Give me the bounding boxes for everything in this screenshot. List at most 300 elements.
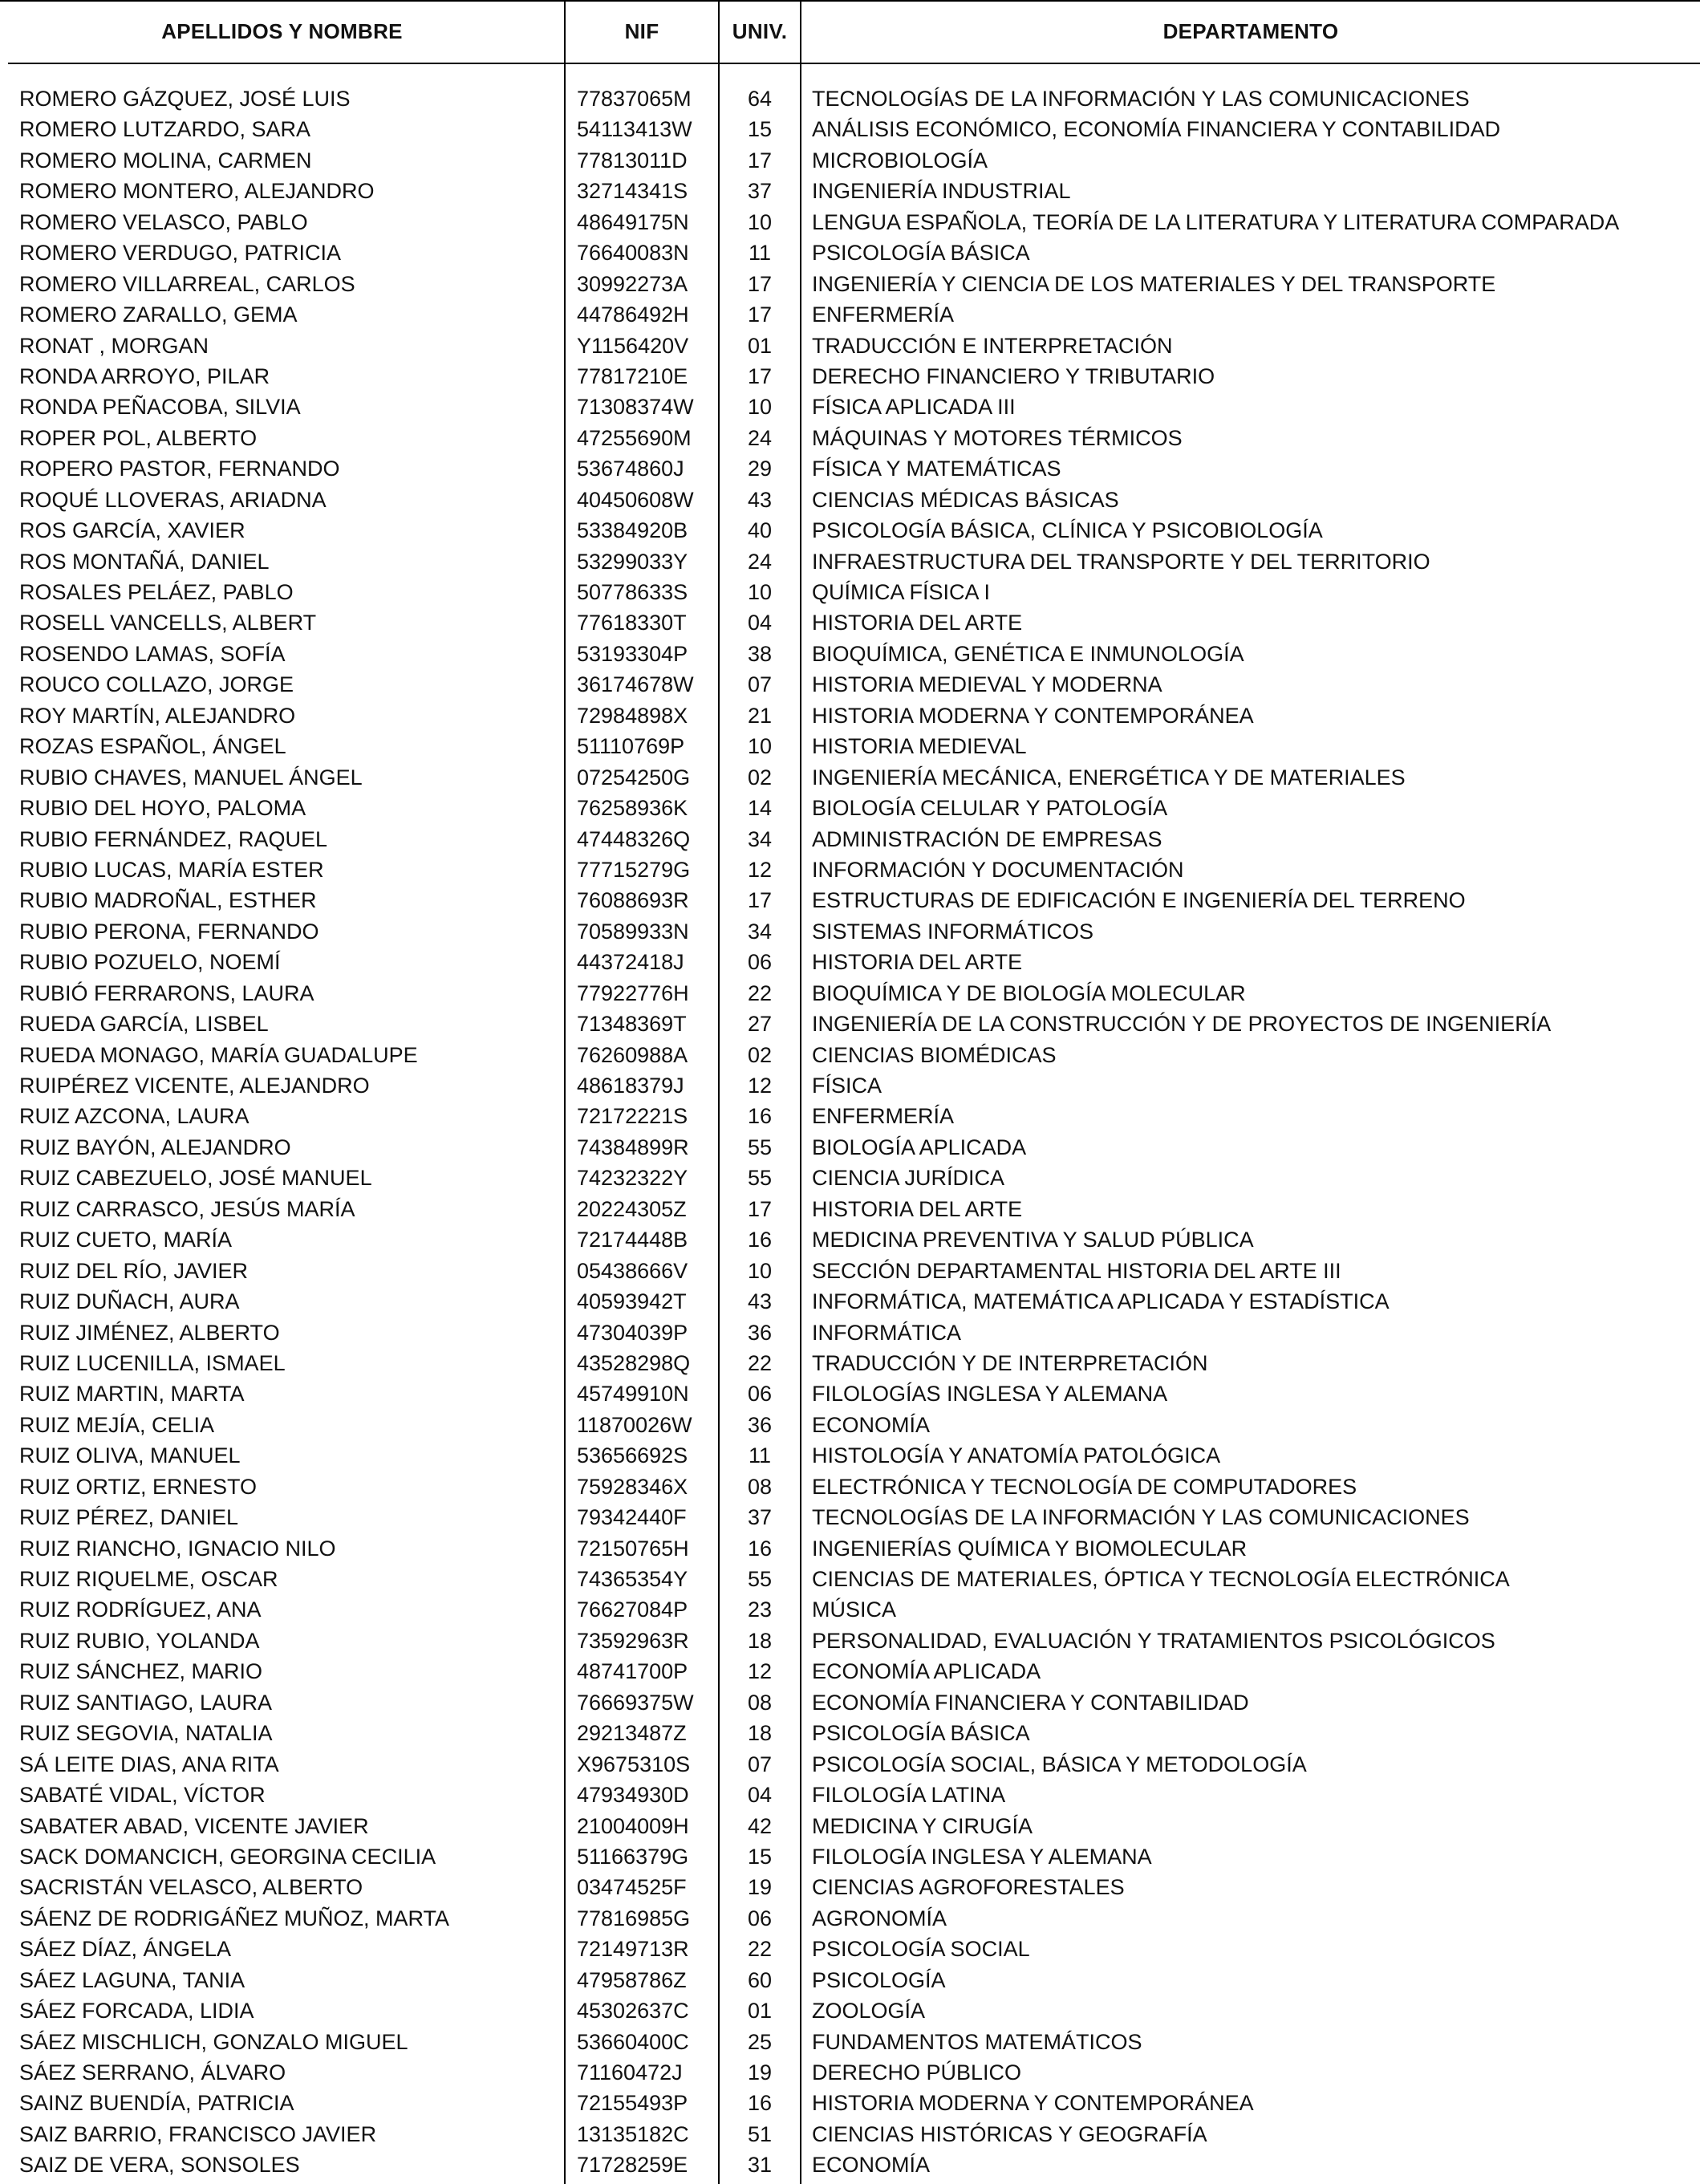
- table-row: [0, 485, 1700, 515]
- name-cell: RUIZ DEL RÍO, JAVIER: [19, 1258, 249, 1283]
- name-cell: RUBIÓ FERRARONS, LAURA: [19, 980, 314, 1005]
- univ-cell: 10: [747, 395, 773, 420]
- nif-cell: 77922776H: [577, 980, 689, 1005]
- nif-cell: 47958786Z: [577, 1967, 687, 1992]
- table-row: [0, 2057, 1700, 2088]
- table-row: [0, 1040, 1700, 1070]
- department-cell: CIENCIAS MÉDICAS BÁSICAS: [812, 487, 1119, 512]
- nif-cell: 77837065M: [577, 87, 692, 111]
- table-row: [0, 546, 1700, 577]
- table-row: [0, 237, 1700, 268]
- name-cell: ROUCO COLLAZO, JORGE: [19, 672, 294, 697]
- department-cell: AGRONOMÍA: [812, 1906, 947, 1930]
- department-cell: LENGUA ESPAÑOLA, TEORÍA DE LA LITERATURA Y LITERATURA COMPARADA: [812, 209, 1620, 234]
- department-cell: MEDICINA Y CIRUGÍA: [812, 1813, 1033, 1838]
- department-cell: INFORMÁTICA: [812, 1320, 961, 1345]
- univ-cell: 11: [748, 241, 772, 266]
- department-cell: INFORMACIÓN Y DOCUMENTACIÓN: [812, 857, 1184, 882]
- department-cell: ECONOMÍA: [812, 2153, 931, 2178]
- table-row: [0, 2149, 1700, 2180]
- name-cell: RUBIO FERNÁNDEZ, RAQUEL: [19, 826, 328, 851]
- univ-cell: 36: [747, 1320, 773, 1345]
- nif-cell: 53299033Y: [577, 549, 688, 574]
- department-cell: ELECTRÓNICA Y TECNOLOGÍA DE COMPUTADORES: [812, 1474, 1357, 1499]
- name-cell: RUEDA MONAGO, MARÍA GUADALUPE: [19, 1042, 418, 1067]
- name-cell: RUIZ RODRÍGUEZ, ANA: [19, 1597, 262, 1622]
- nif-cell: 47448326Q: [577, 826, 691, 851]
- table-row: [0, 1286, 1700, 1317]
- nif-cell: 47934930D: [577, 1783, 689, 1808]
- univ-cell: 36: [747, 1412, 773, 1437]
- univ-cell: 07: [747, 1752, 773, 1776]
- name-cell: RUIZ OLIVA, MANUEL: [19, 1443, 241, 1468]
- nif-cell: 72174448B: [577, 1228, 688, 1252]
- name-cell: ROZAS ESPAÑOL, ÁNGEL: [19, 734, 286, 759]
- table-row: [0, 885, 1700, 915]
- name-cell: RUIZ BAYÓN, ALEJANDRO: [19, 1135, 291, 1159]
- department-cell: CIENCIAS BIOMÉDICAS: [812, 1042, 1057, 1067]
- department-cell: INGENIERÍA Y CIENCIA DE LOS MATERIALES Y DEL TRANSPORTE: [812, 271, 1496, 296]
- nif-cell: 77618330T: [577, 611, 687, 635]
- table-row: [0, 1194, 1700, 1224]
- name-cell: SÁEZ LAGUNA, TANIA: [19, 1967, 245, 1992]
- name-cell: RUIZ ORTIZ, ERNESTO: [19, 1474, 258, 1499]
- table-row: [0, 1687, 1700, 1718]
- name-cell: SÁENZ DE RODRIGÁÑEZ MUÑOZ, MARTA: [19, 1906, 450, 1930]
- name-cell: SACRISTÁN VELASCO, ALBERTO: [19, 1875, 363, 1900]
- univ-cell: 55: [747, 1166, 773, 1191]
- univ-cell: 16: [747, 2091, 773, 2116]
- univ-cell: 31: [747, 2153, 773, 2178]
- table-row: [0, 1502, 1700, 1532]
- univ-cell: 06: [747, 950, 773, 975]
- name-cell: SÁEZ SERRANO, ÁLVARO: [19, 2060, 286, 2085]
- univ-cell: 38: [747, 641, 773, 666]
- name-cell: RUIZ MEJÍA, CELIA: [19, 1412, 215, 1437]
- univ-cell: 37: [747, 1505, 773, 1530]
- name-cell: RUIPÉREZ VICENTE, ALEJANDRO: [19, 1074, 370, 1098]
- name-cell: RUIZ SANTIAGO, LAURA: [19, 1690, 273, 1715]
- table-row: [0, 1811, 1700, 1841]
- table-row: [0, 361, 1700, 392]
- table-row: [0, 2027, 1700, 2057]
- department-cell: FILOLOGÍA LATINA: [812, 1783, 1006, 1808]
- department-cell: PERSONALIDAD, EVALUACIÓN Y TRATAMIENTOS PSICOLÓGICOS: [812, 1628, 1495, 1653]
- table-row: [0, 1132, 1700, 1163]
- department-cell: HISTORIA MEDIEVAL: [812, 734, 1027, 759]
- table-row: [0, 1533, 1700, 1564]
- department-cell: CIENCIAS AGROFORESTALES: [812, 1875, 1125, 1900]
- nif-cell: 70589933N: [577, 919, 689, 944]
- table-row: [0, 331, 1700, 361]
- department-cell: HISTORIA DEL ARTE: [812, 1196, 1023, 1221]
- name-cell: SAIZ BARRIO, FRANCISCO JAVIER: [19, 2121, 377, 2146]
- univ-cell: 60: [747, 1967, 773, 1992]
- table-row: [0, 1903, 1700, 1934]
- name-cell: RUEDA GARCÍA, LISBEL: [19, 1012, 269, 1037]
- department-cell: TRADUCCIÓN Y DE INTERPRETACIÓN: [812, 1350, 1208, 1375]
- table-row: [0, 947, 1700, 977]
- name-cell: ROSENDO LAMAS, SOFÍA: [19, 641, 286, 666]
- nif-cell: 29213487Z: [577, 1721, 687, 1746]
- univ-cell: 12: [747, 1074, 773, 1098]
- nif-cell: 72150765H: [577, 1536, 689, 1561]
- univ-cell: 17: [747, 148, 773, 173]
- department-cell: INFORMÁTICA, MATEMÁTICA APLICADA Y ESTADÍSTICA: [812, 1289, 1390, 1314]
- department-cell: FILOLOGÍAS INGLESA Y ALEMANA: [812, 1382, 1168, 1407]
- table-row: [0, 269, 1700, 299]
- univ-cell: 10: [747, 209, 773, 234]
- name-cell: RUIZ MARTIN, MARTA: [19, 1382, 245, 1407]
- department-cell: ADMINISTRACIÓN DE EMPRESAS: [812, 826, 1162, 851]
- department-cell: MÁQUINAS Y MOTORES TÉRMICOS: [812, 425, 1183, 450]
- name-cell: RUBIO MADROÑAL, ESTHER: [19, 888, 317, 913]
- nif-cell: 11870026W: [577, 1412, 692, 1437]
- department-cell: BIOQUÍMICA, GENÉTICA E INMUNOLOGÍA: [812, 641, 1244, 666]
- table-row: [0, 1749, 1700, 1780]
- nif-cell: 30992273A: [577, 271, 688, 296]
- table-row: [0, 1995, 1700, 2026]
- name-cell: RUIZ RUBIO, YOLANDA: [19, 1628, 260, 1653]
- univ-cell: 37: [747, 179, 773, 204]
- name-cell: SÁEZ FORCADA, LIDIA: [19, 1999, 254, 2024]
- nif-cell: 53656692S: [577, 1443, 688, 1468]
- univ-cell: 17: [747, 1196, 773, 1221]
- name-cell: SÁEZ MISCHLICH, GONZALO MIGUEL: [19, 2029, 408, 2054]
- univ-cell: 21: [747, 703, 773, 728]
- univ-cell: 64: [747, 87, 773, 111]
- univ-cell: 19: [747, 1875, 773, 1900]
- name-cell: ROSELL VANCELLS, ALBERT: [19, 611, 317, 635]
- department-cell: CIENCIAS HISTÓRICAS Y GEOGRAFÍA: [812, 2121, 1207, 2146]
- department-cell: PSICOLOGÍA BÁSICA, CLÍNICA Y PSICOBIOLOGÍA: [812, 518, 1323, 543]
- table-row: [0, 114, 1700, 144]
- univ-cell: 24: [747, 549, 773, 574]
- table-row: [0, 1378, 1700, 1409]
- name-cell: RUIZ DUÑACH, AURA: [19, 1289, 240, 1314]
- department-cell: DERECHO PÚBLICO: [812, 2060, 1022, 2085]
- department-cell: HISTORIA MODERNA Y CONTEMPORÁNEA: [812, 2091, 1254, 2116]
- department-cell: MEDICINA PREVENTIVA Y SALUD PÚBLICA: [812, 1228, 1254, 1252]
- department-cell: INGENIERÍA INDUSTRIAL: [812, 179, 1071, 204]
- univ-cell: 22: [747, 1937, 773, 1962]
- header-bottom-rule: [8, 63, 1700, 64]
- univ-cell: 42: [747, 1813, 773, 1838]
- table-row: [0, 1841, 1700, 1872]
- table-row: [0, 453, 1700, 484]
- department-cell: CIENCIA JURÍDICA: [812, 1166, 1005, 1191]
- nif-cell: X9675310S: [577, 1752, 691, 1776]
- nif-cell: 51166379G: [577, 1844, 689, 1869]
- univ-cell: 34: [747, 919, 773, 944]
- nif-cell: 75928346X: [577, 1474, 688, 1499]
- name-cell: RUIZ RIANCHO, IGNACIO NILO: [19, 1536, 336, 1561]
- department-cell: ECONOMÍA FINANCIERA Y CONTABILIDAD: [812, 1690, 1249, 1715]
- name-cell: RUIZ CUETO, MARÍA: [19, 1228, 233, 1252]
- table-row: [0, 824, 1700, 855]
- univ-cell: 40: [747, 518, 773, 543]
- table-row: [0, 793, 1700, 823]
- table-row: [0, 669, 1700, 700]
- department-cell: HISTORIA MODERNA Y CONTEMPORÁNEA: [812, 703, 1254, 728]
- univ-cell: 14: [747, 796, 773, 821]
- univ-cell: 16: [747, 1536, 773, 1561]
- nif-cell: 76088693R: [577, 888, 689, 913]
- nif-cell: 44786492H: [577, 302, 689, 327]
- nif-cell: 48618379J: [577, 1074, 684, 1098]
- department-cell: ENFERMERÍA: [812, 302, 955, 327]
- univ-cell: 29: [747, 457, 773, 481]
- nif-cell: 76640083N: [577, 241, 689, 266]
- department-cell: FUNDAMENTOS MATEMÁTICOS: [812, 2029, 1142, 2054]
- nif-cell: 48741700P: [577, 1659, 688, 1684]
- name-cell: ROMERO GÁZQUEZ, JOSÉ LUIS: [19, 87, 351, 111]
- department-cell: ECONOMÍA: [812, 1412, 931, 1437]
- nif-cell: 73592963R: [577, 1628, 689, 1653]
- table-row: [0, 2088, 1700, 2118]
- univ-cell: 25: [747, 2029, 773, 2054]
- table-row: [0, 1070, 1700, 1101]
- table-row: [0, 392, 1700, 422]
- name-cell: ROMERO ZARALLO, GEMA: [19, 302, 298, 327]
- name-cell: RUIZ PÉREZ, DANIEL: [19, 1505, 239, 1530]
- nif-cell: 71160472J: [577, 2060, 683, 2085]
- name-cell: RUBIO POZUELO, NOEMÍ: [19, 950, 281, 975]
- univ-cell: 16: [747, 1228, 773, 1252]
- univ-cell: 55: [747, 1135, 773, 1159]
- univ-cell: 10: [747, 580, 773, 604]
- nif-cell: 47304039P: [577, 1320, 688, 1345]
- nif-cell: 76627084P: [577, 1597, 688, 1622]
- table-row: [0, 515, 1700, 546]
- department-cell: FÍSICA: [812, 1074, 882, 1098]
- table-row: [0, 1101, 1700, 1131]
- univ-cell: 17: [747, 363, 773, 388]
- table-row: [0, 762, 1700, 793]
- department-cell: ANÁLISIS ECONÓMICO, ECONOMÍA FINANCIERA Y CONTABILIDAD: [812, 117, 1501, 142]
- header-nif: NIF: [624, 18, 659, 43]
- univ-cell: 16: [747, 1104, 773, 1129]
- nif-cell: 45302637C: [577, 1999, 689, 2024]
- name-cell: RUBIO CHAVES, MANUEL ÁNGEL: [19, 765, 363, 790]
- table-row: [0, 1965, 1700, 1995]
- name-cell: ROPER POL, ALBERTO: [19, 425, 258, 450]
- name-cell: RUIZ CARRASCO, JESÚS MARÍA: [19, 1196, 355, 1221]
- nif-cell: 40593942T: [577, 1289, 687, 1314]
- nif-cell: 71728259E: [577, 2153, 688, 2178]
- name-cell: RUIZ LUCENILLA, ISMAEL: [19, 1350, 286, 1375]
- name-cell: ROMERO LUTZARDO, SARA: [19, 117, 311, 142]
- univ-cell: 18: [747, 1628, 773, 1653]
- name-cell: ROY MARTÍN, ALEJANDRO: [19, 703, 296, 728]
- nif-cell: Y1156420V: [577, 333, 689, 358]
- department-cell: INGENIERÍA DE LA CONSTRUCCIÓN Y DE PROYECTOS DE INGENIERÍA: [812, 1012, 1552, 1037]
- department-cell: MÚSICA: [812, 1597, 897, 1622]
- table-row: [0, 299, 1700, 330]
- table-row: [0, 577, 1700, 607]
- univ-cell: 08: [747, 1690, 773, 1715]
- univ-cell: 19: [747, 2060, 773, 2085]
- department-cell: BIOLOGÍA APLICADA: [812, 1135, 1027, 1159]
- nif-cell: 77816985G: [577, 1906, 691, 1930]
- univ-cell: 51: [747, 2121, 773, 2146]
- name-cell: ROMERO VILLARREAL, CARLOS: [19, 271, 355, 296]
- nif-cell: 07254250G: [577, 765, 691, 790]
- univ-cell: 43: [747, 487, 773, 512]
- nif-cell: 45749910N: [577, 1382, 689, 1407]
- univ-cell: 18: [747, 1721, 773, 1746]
- univ-cell: 34: [747, 826, 773, 851]
- univ-cell: 43: [747, 1289, 773, 1314]
- name-cell: RONDA PEÑACOBA, SILVIA: [19, 395, 301, 420]
- univ-cell: 01: [747, 1999, 773, 2024]
- name-cell: RUIZ RIQUELME, OSCAR: [19, 1567, 278, 1591]
- univ-cell: 06: [747, 1906, 773, 1930]
- name-cell: RUIZ CABEZUELO, JOSÉ MANUEL: [19, 1166, 372, 1191]
- nif-cell: 03474525F: [577, 1875, 687, 1900]
- univ-cell: 24: [747, 425, 773, 450]
- department-cell: PSICOLOGÍA SOCIAL: [812, 1937, 1030, 1962]
- department-cell: INFRAESTRUCTURA DEL TRANSPORTE Y DEL TERRITORIO: [812, 549, 1430, 574]
- department-cell: SECCIÓN DEPARTAMENTAL HISTORIA DEL ARTE III: [812, 1258, 1341, 1283]
- department-cell: FÍSICA Y MATEMÁTICAS: [812, 457, 1061, 481]
- department-cell: INGENIERÍA MECÁNICA, ENERGÉTICA Y DE MATERIALES: [812, 765, 1406, 790]
- table-row: [0, 1564, 1700, 1594]
- table-row: [0, 1472, 1700, 1502]
- nif-cell: 48649175N: [577, 209, 689, 234]
- table-row: [0, 1934, 1700, 1964]
- table-row: [0, 423, 1700, 453]
- department-cell: MICROBIOLOGÍA: [812, 148, 988, 173]
- name-cell: SABATÉ VIDAL, VÍCTOR: [19, 1783, 266, 1808]
- univ-cell: 08: [747, 1474, 773, 1499]
- nif-cell: 77715279G: [577, 857, 691, 882]
- table-row: [0, 1410, 1700, 1440]
- nif-cell: 79342440F: [577, 1505, 687, 1530]
- nif-cell: 74365354Y: [577, 1567, 688, 1591]
- nif-cell: 40450608W: [577, 487, 694, 512]
- table-row: [0, 1626, 1700, 1656]
- name-cell: RUIZ AZCONA, LAURA: [19, 1104, 250, 1129]
- nif-cell: 43528298Q: [577, 1350, 691, 1375]
- nif-cell: 72984898X: [577, 703, 688, 728]
- department-cell: BIOLOGÍA CELULAR Y PATOLOGÍA: [812, 796, 1168, 821]
- name-cell: SÁ LEITE DIAS, ANA RITA: [19, 1752, 279, 1776]
- name-cell: RONAT , MORGAN: [19, 333, 209, 358]
- name-cell: RUIZ SÁNCHEZ, MARIO: [19, 1659, 263, 1684]
- table-row: [0, 145, 1700, 176]
- nif-cell: 77817210E: [577, 363, 688, 388]
- table-row: [0, 207, 1700, 237]
- department-cell: INGENIERÍAS QUÍMICA Y BIOMOLECULAR: [812, 1536, 1248, 1561]
- department-cell: ENFERMERÍA: [812, 1104, 955, 1129]
- nif-cell: 50778633S: [577, 580, 688, 604]
- table-row: [0, 1440, 1700, 1471]
- nif-cell: 51110769P: [577, 734, 685, 759]
- header-name: APELLIDOS Y NOMBRE: [161, 18, 403, 43]
- department-cell: ZOOLOGÍA: [812, 1999, 926, 2024]
- table-row: [0, 1256, 1700, 1286]
- nif-cell: 32714341S: [577, 179, 688, 204]
- univ-cell: 04: [747, 1783, 773, 1808]
- table-row: [0, 731, 1700, 761]
- table-row: [0, 1780, 1700, 1810]
- univ-cell: 10: [747, 1258, 773, 1283]
- nif-cell: 72172221S: [577, 1104, 688, 1129]
- department-cell: BIOQUÍMICA Y DE BIOLOGÍA MOLECULAR: [812, 980, 1246, 1005]
- name-cell: ROMERO MOLINA, CARMEN: [19, 148, 312, 173]
- department-cell: HISTORIA DEL ARTE: [812, 950, 1023, 975]
- department-cell: TRADUCCIÓN E INTERPRETACIÓN: [812, 333, 1173, 358]
- header-univ: UNIV.: [732, 18, 788, 43]
- department-cell: ECONOMÍA APLICADA: [812, 1659, 1041, 1684]
- nif-cell: 76260988A: [577, 1042, 688, 1067]
- department-cell: SISTEMAS INFORMÁTICOS: [812, 919, 1094, 944]
- nif-cell: 77813011D: [577, 148, 688, 173]
- univ-cell: 17: [747, 888, 773, 913]
- nif-cell: 47255690M: [577, 425, 692, 450]
- name-cell: ROPERO PASTOR, FERNANDO: [19, 457, 340, 481]
- nif-cell: 76669375W: [577, 1690, 694, 1715]
- univ-cell: 15: [747, 1844, 773, 1869]
- name-cell: RUIZ JIMÉNEZ, ALBERTO: [19, 1320, 280, 1345]
- name-cell: ROS GARCÍA, XAVIER: [19, 518, 245, 543]
- univ-cell: 12: [747, 1659, 773, 1684]
- univ-cell: 22: [747, 1350, 773, 1375]
- table-row: [0, 1718, 1700, 1748]
- name-cell: RUBIO DEL HOYO, PALOMA: [19, 796, 306, 821]
- department-cell: CIENCIAS DE MATERIALES, ÓPTICA Y TECNOLOGÍA ELECTRÓNICA: [812, 1567, 1510, 1591]
- department-cell: HISTOLOGÍA Y ANATOMÍA PATOLÓGICA: [812, 1443, 1221, 1468]
- nif-cell: 74384899R: [577, 1135, 689, 1159]
- department-cell: TECNOLOGÍAS DE LA INFORMACIÓN Y LAS COMUNICACIONES: [812, 1505, 1470, 1530]
- univ-cell: 15: [747, 117, 773, 142]
- name-cell: RUIZ SEGOVIA, NATALIA: [19, 1721, 273, 1746]
- name-cell: RONDA ARROYO, PILAR: [19, 363, 270, 388]
- univ-cell: 23: [747, 1597, 773, 1622]
- table-row: [0, 1163, 1700, 1193]
- department-cell: PSICOLOGÍA BÁSICA: [812, 1721, 1030, 1746]
- nif-cell: 54113413W: [577, 117, 692, 142]
- department-cell: QUÍMICA FÍSICA I: [812, 580, 991, 604]
- name-cell: SAIZ DE VERA, SONSOLES: [19, 2153, 300, 2178]
- nif-cell: 13135182C: [577, 2121, 689, 2146]
- department-cell: HISTORIA MEDIEVAL Y MODERNA: [812, 672, 1162, 697]
- table-row: [0, 607, 1700, 638]
- department-cell: PSICOLOGÍA SOCIAL, BÁSICA Y METODOLOGÍA: [812, 1752, 1307, 1776]
- nif-cell: 72155493P: [577, 2091, 688, 2116]
- name-cell: RUBIO LUCAS, MARÍA ESTER: [19, 857, 324, 882]
- department-cell: ESTRUCTURAS DE EDIFICACIÓN E INGENIERÍA DEL TERRENO: [812, 888, 1466, 913]
- table-row: [0, 1656, 1700, 1687]
- nif-cell: 44372418J: [577, 950, 684, 975]
- name-cell: ROMERO MONTERO, ALEJANDRO: [19, 179, 375, 204]
- name-cell: SABATER ABAD, VICENTE JAVIER: [19, 1813, 369, 1838]
- nif-cell: 21004009H: [577, 1813, 689, 1838]
- name-cell: SÁEZ DÍAZ, ÁNGELA: [19, 1937, 232, 1962]
- department-cell: DERECHO FINANCIERO Y TRIBUTARIO: [812, 363, 1215, 388]
- table-row: [0, 855, 1700, 885]
- department-cell: FILOLOGÍA INGLESA Y ALEMANA: [812, 1844, 1152, 1869]
- nif-cell: 53384920B: [577, 518, 688, 543]
- nif-cell: 72149713R: [577, 1937, 689, 1962]
- table-row: [0, 176, 1700, 206]
- name-cell: SACK DOMANCICH, GEORGINA CECILIA: [19, 1844, 436, 1869]
- name-cell: ROMERO VELASCO, PABLO: [19, 209, 308, 234]
- table-row: [0, 639, 1700, 669]
- table-row: [0, 1224, 1700, 1255]
- table-row: [0, 1317, 1700, 1348]
